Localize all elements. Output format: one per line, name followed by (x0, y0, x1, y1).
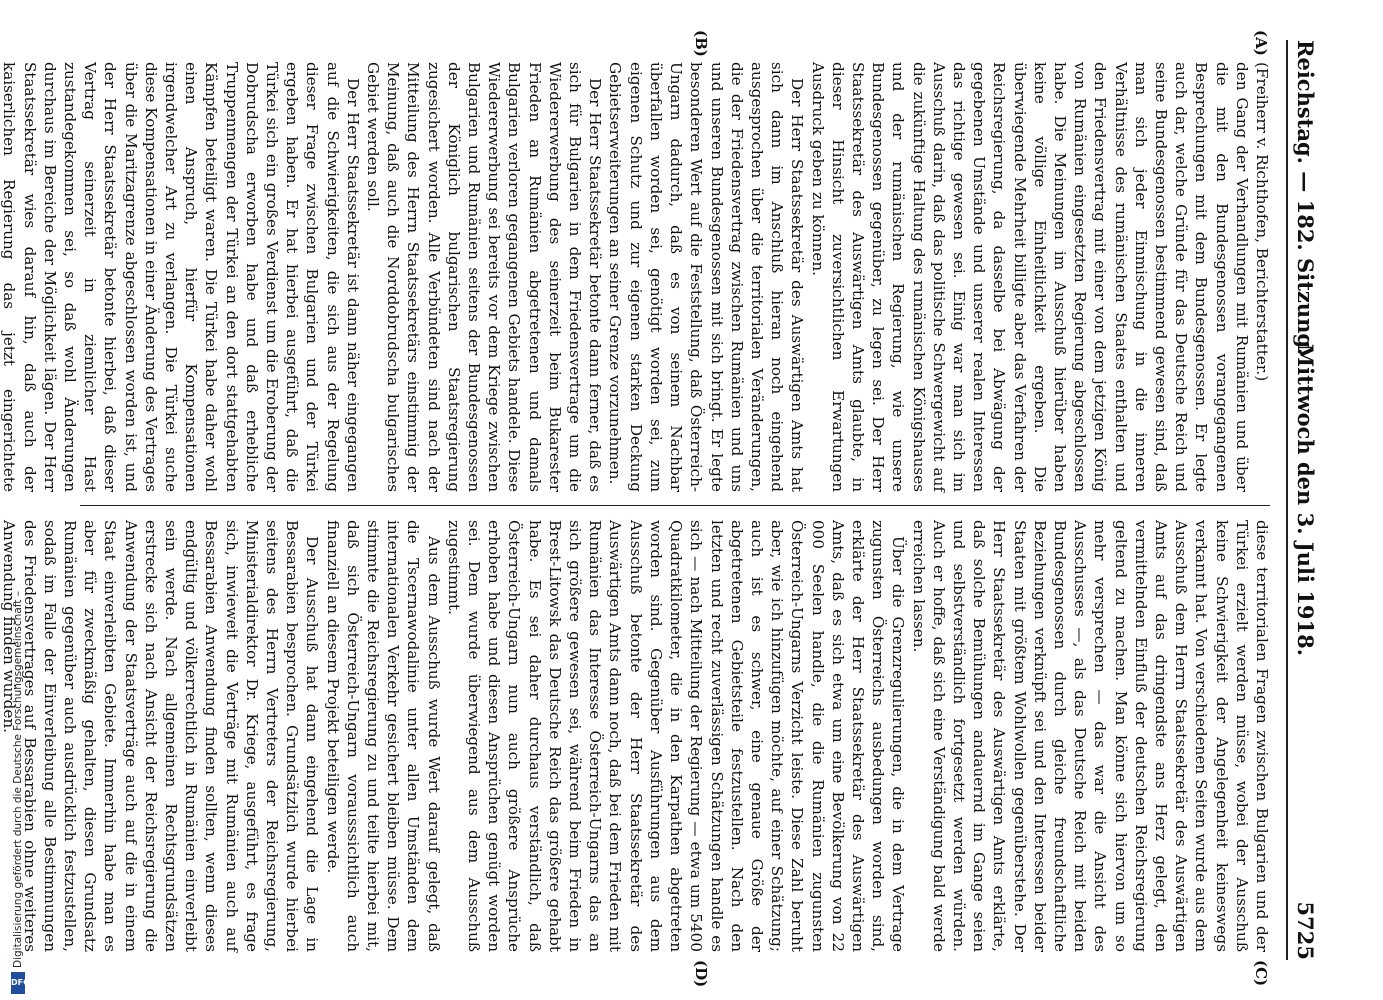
digitization-credit (8, 0, 30, 1000)
paragraph: Der Herr Staatssekretär ist dann näher eingegangen auf die Schwierigkeiten, die sich aus der Regelung dieser Frage zwischen Bulgarien und der Türkei ergeben haben. Er hat hierbei ausgeführt, daß die Türkei sich ein großes Verdienst um die Eroberung der Dobrudscha erworben habe und daß erhebliche Truppenmengen der Türkei an den dort stattgehabten Kämpfen beteiligt waren. Die Türkei habe daher wohl einen Anspruch, hierfür Kompensationen irgendwelcher Art zu verlangen. Die Türkei suche diese Kompensationen in einer Änderung des Vertrages über die Maritzagrenze abgeschlossen worden ist, und der Herr Staatssekretär betonte hierbei, daß dieser Vertrag seinerzeit in ziemlicher Hast zustandegekommen sei, so daß wohl Änderungen durchaus im Bereiche der Möglichkeit lägen. Der Herr Staatssekretär wies darauf hin, daß auch der kaiserlichen Regierung das jetzt eingerichtete (0, 62, 362, 492)
dfg-logo: DFG (11, 972, 25, 994)
header-date: Mittwoch den 3. Juli 1918. (1293, 343, 1318, 657)
paragraph: Über die Grenzregulierungen, die in dem Vertrage zugunsten Österreichs ausbedungen worden sind, erklärte der Herr Staatssekretär des Auswärtigen Amts, daß es sich etwa um eine Bevölkerung von 22 000 Seelen handle, die die Rumänien zugunsten Österreich-Ungarns Verzicht leiste. Diese Zahl beruht aber, wie ich hinzufügen möchte, auf einer Schätzung; auch ist es schwer, eine genaue Größe der abgetretenen Gebietsteile festzustellen. Nach den letzten und recht zuverlässigen Schätzungen handle es sich — nach Mitteilung der Regierung — etwa um 5400 Quadratkilometer, die in den Karpathen abgetreten worden sind. Gegenüber Ausführungen aus dem Ausschuß betonte der Herr Staatssekretär des Auswärtigen Amts dann noch, daß bei dem Frieden mit Rumänien das Interesse Österreich-Ungarns das an sich größere gewesen sei, während beim Frieden in Brest-Litowsk das Deutsche Reich das größere gehabt habe. Es sei daher durchaus verständlich, daß Österreich-Ungarn nun auch größere Ansprüche erhoben habe und diesen Ansprüchen genügt worden sei. Dem wurde überwiegend aus dem Ausschuß zugestimmt. (444, 520, 908, 952)
header-title: Reichstag. — 182. Sitzung. (1293, 40, 1318, 356)
paragraph: Der Herr Staatssekretär des Auswärtigen Amts hat sich dann im Anschluß hieran noch eingehend ausgesprochen über die territorialen Veränderungen, die der Friedensvertrag zwischen Rumänien und uns und unseren Bundesgenossen mit sich bringt. Er legte besonderen Wert auf die Feststellung, daß Österreich-Ungarn dadurch, daß es von seinem Nachbar überfallen worden sei, genötigt worden sei, zum eigenen Schutz und zur eigenen starken Deckung Gebietserweiterungen an seiner Grenze vorzunehmen. (606, 62, 807, 492)
paragraph: Der Ausschuß hat dann eingehend die Lage in Bessarabien besprochen. Grundsätzlich wurde hierbei seitens des Herrn Vertreters der Reichsregierung, Ministerialdirektor Dr. Kriege, ausgeführt, es frage sich, inwieweit die Verträge mit Rumänien auch auf Bessarabien Anwendung finden sollten, wenn dieses endgültig und völkerrechtlich in Rumänien einverleibt sein werde. Nach allgemeinen Rechtsgrundsätzen erstrecke sich nach Ansicht der Reichsregierung die Anwendung der Staatsverträge auch auf die in einem Staat einverleibten Gebiete. Immerhin habe man es aber für zweckmäßig gehalten, diesen Grundsatz Rumänien gegenüber auch ausdrücklich festzustellen, sodaß im Falle der Einverleibung alle Bestimmungen des Friedensvertrages auf Bessarabien ohne weiteres Anwendung finden würden. (0, 520, 322, 952)
credit-text: Digitalisierung gefördert durch die Deutsche Forschungsgemeinschaft – (12, 591, 24, 968)
paragraph: diese territorialen Fragen zwischen Bulgarien und der Türkei erzielt werden müsse, wobei der Ausschuß keine Schwierigkeit der Angelegenheit keineswegs verkannt hat. Von verschiedenen Seiten wurde aus dem Ausschuß dem Herrn Staatssekretär des Auswärtigen Amts auf das dringendste ans Herz gelegt, den vermittelnden Einfluß der deutschen Reichsregierung geltend zu machen. Man könne sich hiervon um so mehr versprechen — das war die Ansicht des Ausschusses —, als das Deutsche Reich mit beiden Bundesgenossen durch gleiche freundschaftliche Beziehungen verknüpft sei und den Interessen beider Staaten mit größtem Wohlwollen gegenüberstehe. Der Herr Staatssekretär des Auswärtigen Amts erklärte, daß solche Bemühungen andauernd im Gange seien und selbstverständlich fortgesetzt werden würden. Auch er hoffe, daß sich eine Verständigung bald werde erreichen lassen. (909, 520, 1271, 952)
margin-marker-d: (D) (692, 960, 710, 988)
margin-marker-a: (A) (1252, 30, 1270, 56)
margin-marker-c: (C) (1252, 960, 1270, 987)
speaker-line: (Freiherr v. Richthofen, Berichterstatter.) (1253, 62, 1271, 382)
column-divider (80, 505, 1270, 506)
margin-marker-b: (B) (692, 30, 710, 57)
page-number: 5725 (1293, 901, 1318, 960)
paragraph: Der Herr Staatssekretär betonte dann ferner, daß es sich für Bulgarien in dem Friedensvertrage um die Wiedererwerbung des seinerzeit beim Bukarester Frieden an Rumänien abgetretenen und damals Bulgarien verloren gegangenen Gebiets handele. Diese Wiedererwerbung sei bereits vor dem Kriege zwischen Bulgarien und Rumänien seitens der Bundesgenossen der Königlich bulgarischen Staatsregierung zugesichert worden. Alle Verbündeten sind nach der Mitteilung des Herrn Staatssekretärs einstimmig der Meinung, daß auch die Norddobrudscha bulgarisches Gebiet werden soll. (364, 62, 605, 492)
paragraph: den Gang der Verhandlungen mit Rumänien und über die mit den Bundesgenossen vorangegangenen Besprechungen mit dem Bundesgenossen. Er legte auch dar, welche Gründe für das Deutsche Reich und seine Bundesgenossen bestimmend gewesen sind, daß man sich jeder Einmischung in die inneren Verhältnisse des rumänischen Staates enthalten und den Friedensvertrag mit einer von dem jetzigen König von Rumänien eingesetzten Regierung abgeschlossen habe. Die Meinungen im Ausschuß hierüber haben keine völlige Einheitlichkeit ergeben. Die überwiegende Mehrheit billigte aber das Verfahren der Reichsregierung, da dasselbe bei Abwägung der gegebenen Umstände und unserer realen Interessen das richtige gewesen sei. Einig war man sich im Ausschuß darin, daß das politische Schwergewicht auf die zukünftige Haltung des rumänischen Königshauses und der rumänischen Regierung, wie unsere Bundesgenossen gegenüber, zu legen sei. Der Herr Staatssekretär des Auswärtigen Amts glaubte, in dieser Hinsicht zuversichtlichen Erwartungen Ausdruck geben zu können. (808, 62, 1251, 492)
page-header (1286, 40, 1322, 960)
left-column (0, 62, 1272, 492)
paragraph: Aus dem Ausschuß wurde Wert darauf gelegt, daß die Tscernawodalinie unter allen Umständen dem internationalen Verkehr gesichert bleiben müsse. Dem stimmte die Reichsregierung zu und teilte hierbei mit, daß sich Österreich-Ungarn vorausssichtlich auch finanziell an diesem Projekt beteiligen werde. (323, 520, 443, 952)
